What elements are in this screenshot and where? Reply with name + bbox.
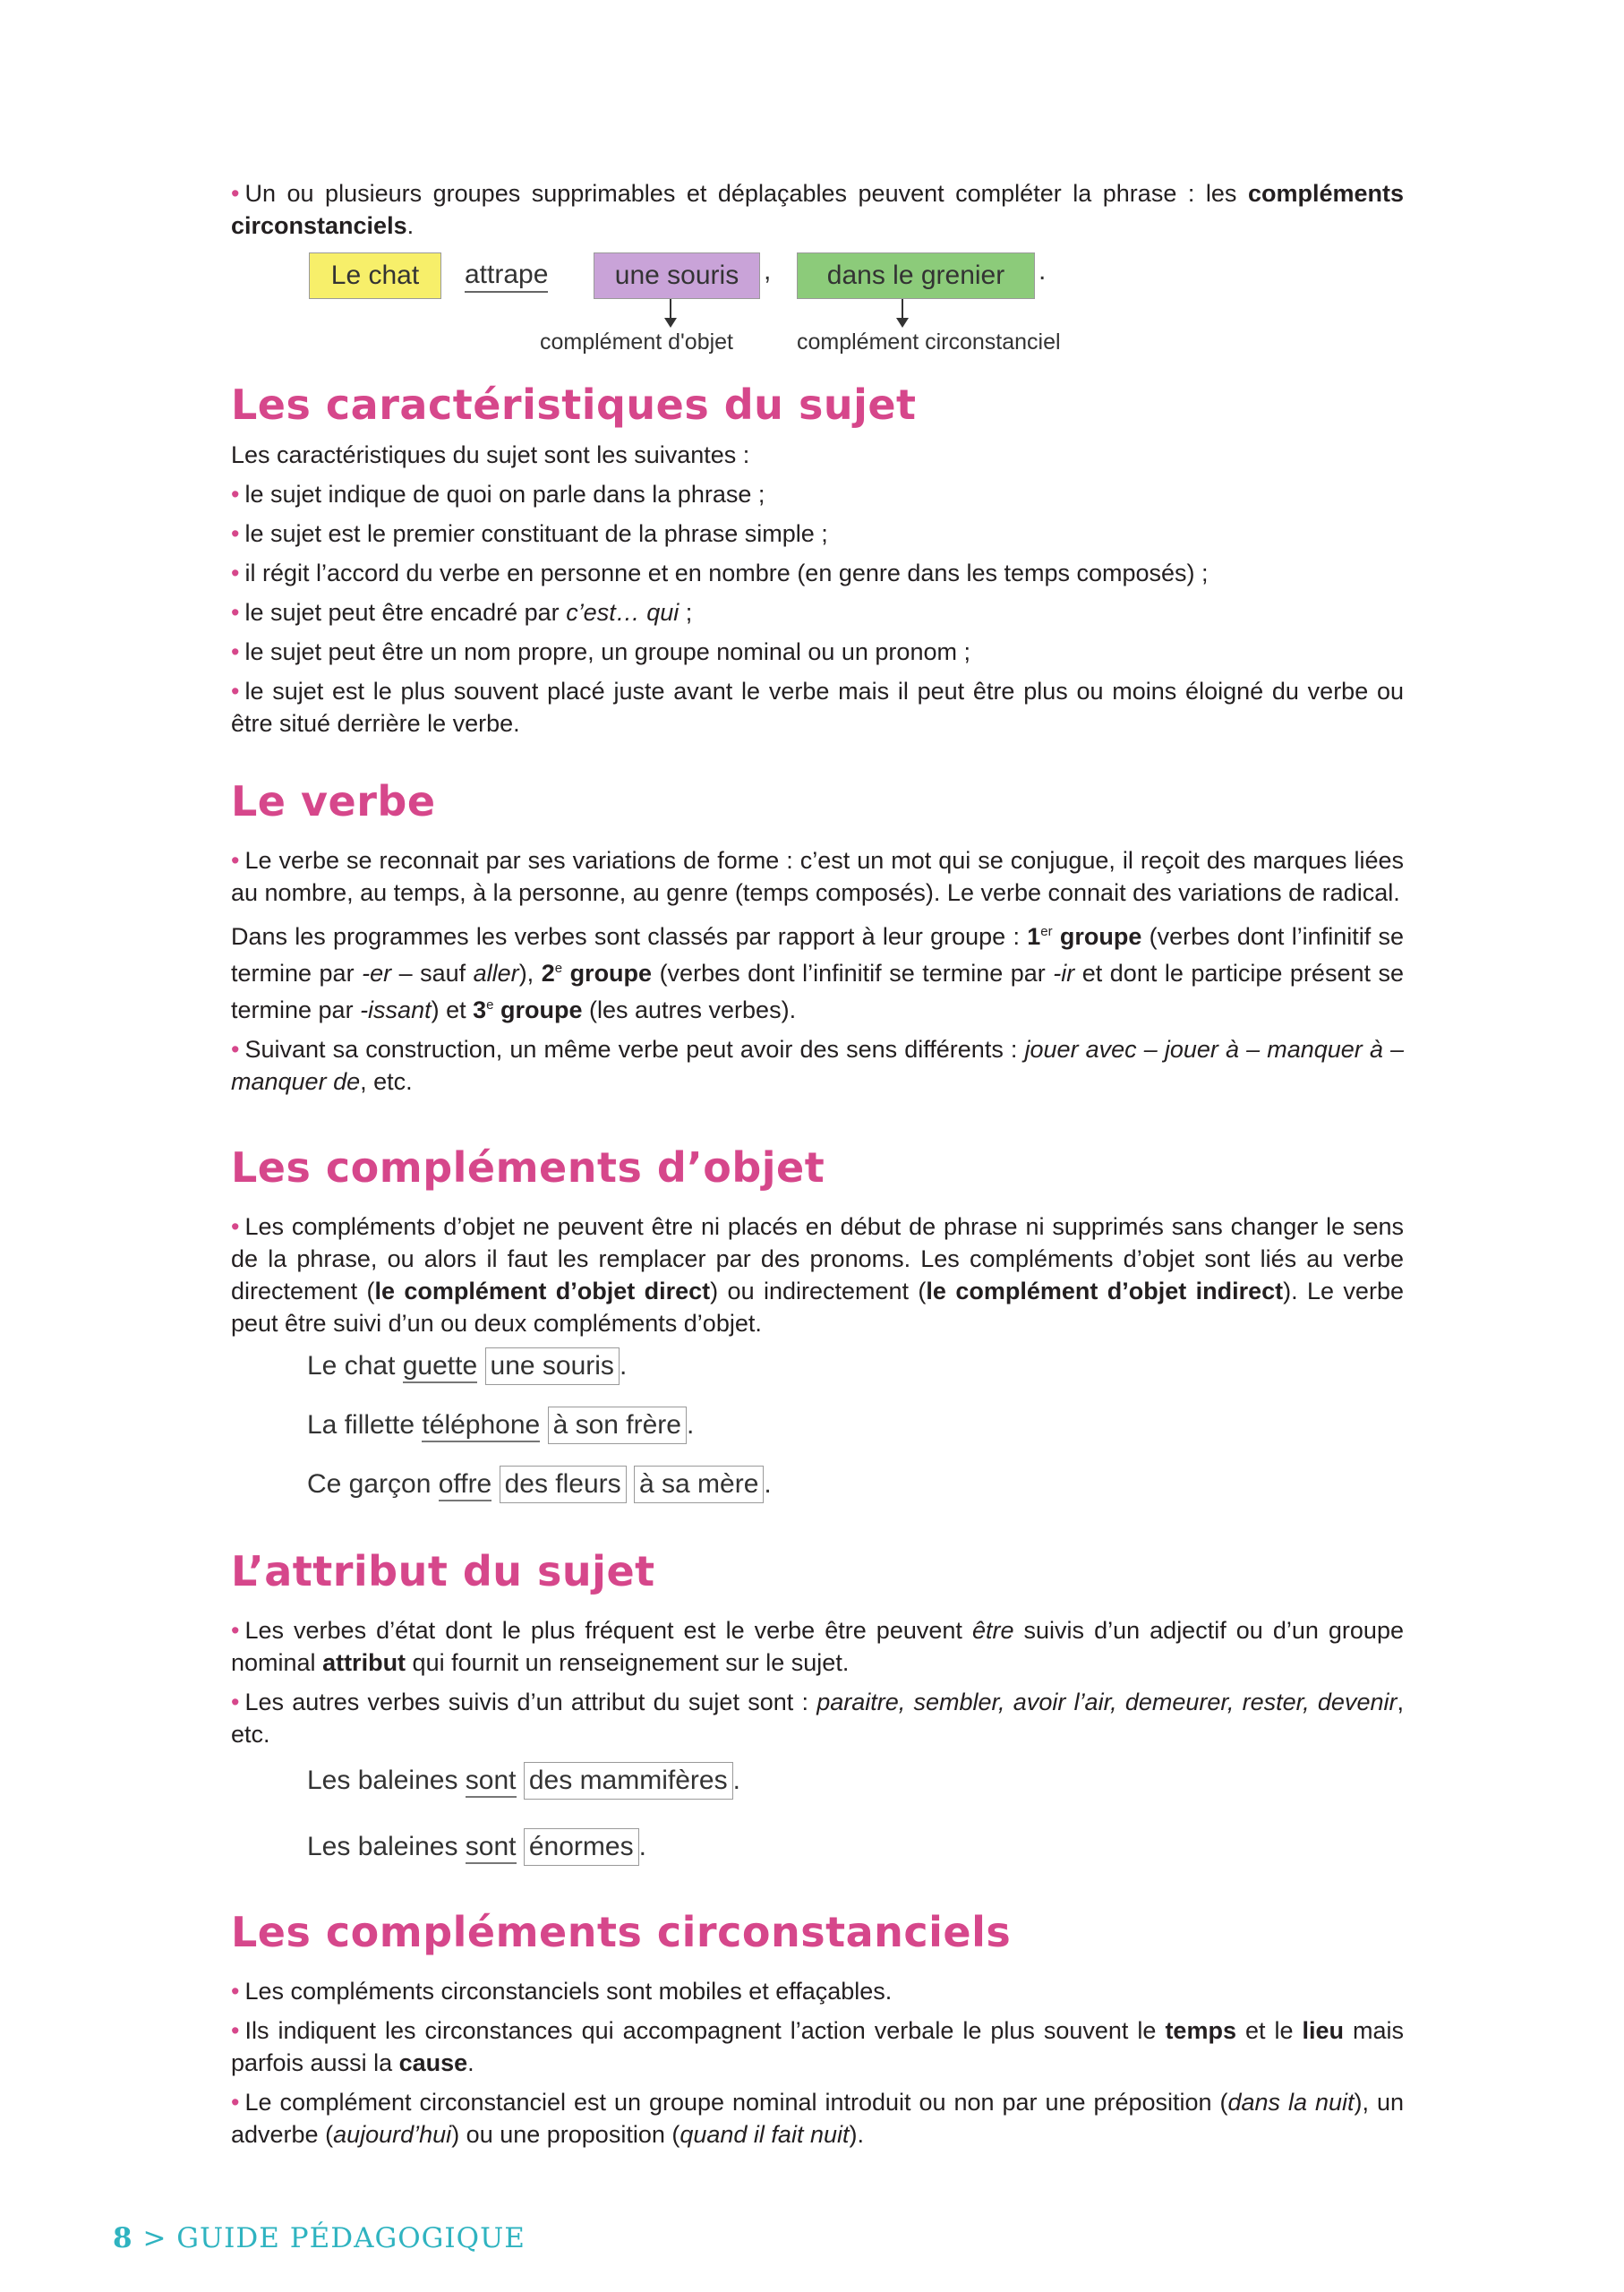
bullet-icon: • (231, 599, 240, 626)
example-sentence: La fillette téléphone à son frère . (307, 1406, 1404, 1445)
bullet-icon: • (231, 2017, 240, 2044)
bullet-icon: • (231, 560, 240, 586)
bullet-icon: • (231, 2089, 240, 2116)
chip-object: une souris (594, 252, 760, 299)
comma: , (764, 256, 772, 286)
chevron-right-icon: > (142, 2222, 167, 2254)
bullet-icon: • (231, 180, 240, 207)
section-attribut (231, 1546, 1404, 1867)
bullet-icon: • (231, 1978, 240, 2005)
diagram-verb: attrape (465, 252, 548, 297)
paragraph: • Le complément circonstanciel est un groupe nominal introduit ou non par une préposition (dans la nuit), un adverbe (aujourd’hui) ou une proposition (quand il fait nuit). (231, 2089, 1404, 2148)
caption-object: complément d'objet (540, 329, 734, 355)
bullet-icon: • (231, 638, 240, 665)
section-title: Le verbe (231, 777, 436, 825)
section-title: Les compléments circonstanciels (231, 1908, 1012, 1956)
arrow-down-icon (670, 299, 671, 319)
paragraph: • Suivant sa construction, un même verbe peut avoir des sens différents : jouer avec – jouer à – manquer à – manquer de, etc. (231, 1036, 1405, 1095)
page-number: 8 (113, 2222, 133, 2254)
section-title: Les compléments d’objet (231, 1143, 825, 1192)
bullet-icon: • (231, 1213, 240, 1240)
bullet-icon: • (231, 678, 240, 705)
paragraph: • Les autres verbes suivis d’un attribut du sujet sont : paraitre, sembler, avoir l’air, demeurer, rester, devenir, etc. (231, 1689, 1404, 1748)
page-footer (113, 2222, 526, 2254)
section-title: Les caractéristiques du sujet (231, 381, 917, 429)
example-sentence: Les baleines sont énormes . (307, 1827, 1404, 1867)
example-sentence: Ce garçon offre des fleurs à sa mère . (307, 1465, 1404, 1504)
section-circonstanciels (231, 1907, 1404, 2158)
example-sentence: Le chat guette une souris . (307, 1347, 1404, 1386)
list-item: • le sujet est le premier constituant de la phrase simple ; (231, 520, 828, 547)
chip-circumstantial: dans le grenier (797, 252, 1035, 299)
caption-circumstantial: complément circonstanciel (797, 329, 1061, 355)
section-verbe (231, 776, 1404, 1105)
period: . (1039, 256, 1047, 286)
sentence-diagram (309, 252, 1115, 360)
list-item: • il régit l’accord du verbe en personne et en nombre (en genre dans les temps composés) ; (231, 560, 1209, 586)
intro-section (231, 177, 1404, 242)
bullet-icon: • (231, 1689, 240, 1715)
paragraph: • Les compléments d’objet ne peuvent être ni placés en début de phrase ni supprimés sans changer le sens de la phrase, ou alors il faut les remplacer par des pronoms. Les compléments d’objet sont liés au verbe directement (le complément d’objet direct) ou indirectement (le complément d’objet indirect). Le verbe peut être suivi d’un ou deux compléments d’objet. (231, 1213, 1404, 1337)
bullet-icon: • (231, 1036, 240, 1063)
list-item: • le sujet peut être encadré par c’est… qui ; (231, 599, 693, 626)
bullet-icon: • (231, 847, 240, 874)
arrow-down-icon (902, 299, 903, 319)
list-item: • le sujet peut être un nom propre, un groupe nominal ou un pronom ; (231, 638, 970, 665)
chip-subject: Le chat (309, 252, 441, 299)
paragraph: Dans les programmes les verbes sont classés par rapport à leur groupe : 1er groupe (verbes dont l’infinitif se termine par -er – sauf aller), 2e groupe (verbes dont l’infinitif se termine par -ir et dont le participe présent se termine par -issant) et 3e groupe (les autres verbes). (231, 923, 1405, 1023)
paragraph: • Ils indiquent les circonstances qui accompagnent l’action verbale le plus souvent le temps et le lieu mais parfois aussi la cause. (231, 2017, 1404, 2076)
footer-label: GUIDE PÉDAGOGIQUE (176, 2222, 526, 2254)
paragraph: • Le verbe se reconnait par ses variations de forme : c’est un mot qui se conjugue, il reçoit des marques liées au nombre, au temps, à la personne, au genre (temps composés). Le verbe connait des variations de radical. (231, 847, 1404, 906)
section-sujet (231, 380, 1404, 747)
bullet-icon: • (231, 481, 240, 508)
paragraph: • Les verbes d’état dont le plus fréquent est le verbe être peuvent être suivis d’un adjectif ou d’un groupe nominal attribut qui fournit un renseignement sur le sujet. (231, 1617, 1404, 1676)
example-sentence: Les baleines sont des mammifères . (307, 1761, 1404, 1800)
paragraph: Les caractéristiques du sujet sont les suivantes : (231, 441, 750, 468)
list-item: • le sujet indique de quoi on parle dans la phrase ; (231, 481, 765, 508)
section-title: L’attribut du sujet (231, 1547, 655, 1595)
intro-paragraph: • Un ou plusieurs groupes supprimables et déplaçables peuvent compléter la phrase : les compléments circonstanciels. (231, 180, 1404, 239)
paragraph: • Les compléments circonstanciels sont mobiles et effaçables. (231, 1978, 893, 2005)
section-objet (231, 1142, 1404, 1504)
bullet-icon: • (231, 520, 240, 547)
list-item: • le sujet est le plus souvent placé juste avant le verbe mais il peut être plus ou moins éloigné du verbe ou être situé derrière le verbe. (231, 678, 1404, 737)
bullet-icon: • (231, 1617, 240, 1644)
